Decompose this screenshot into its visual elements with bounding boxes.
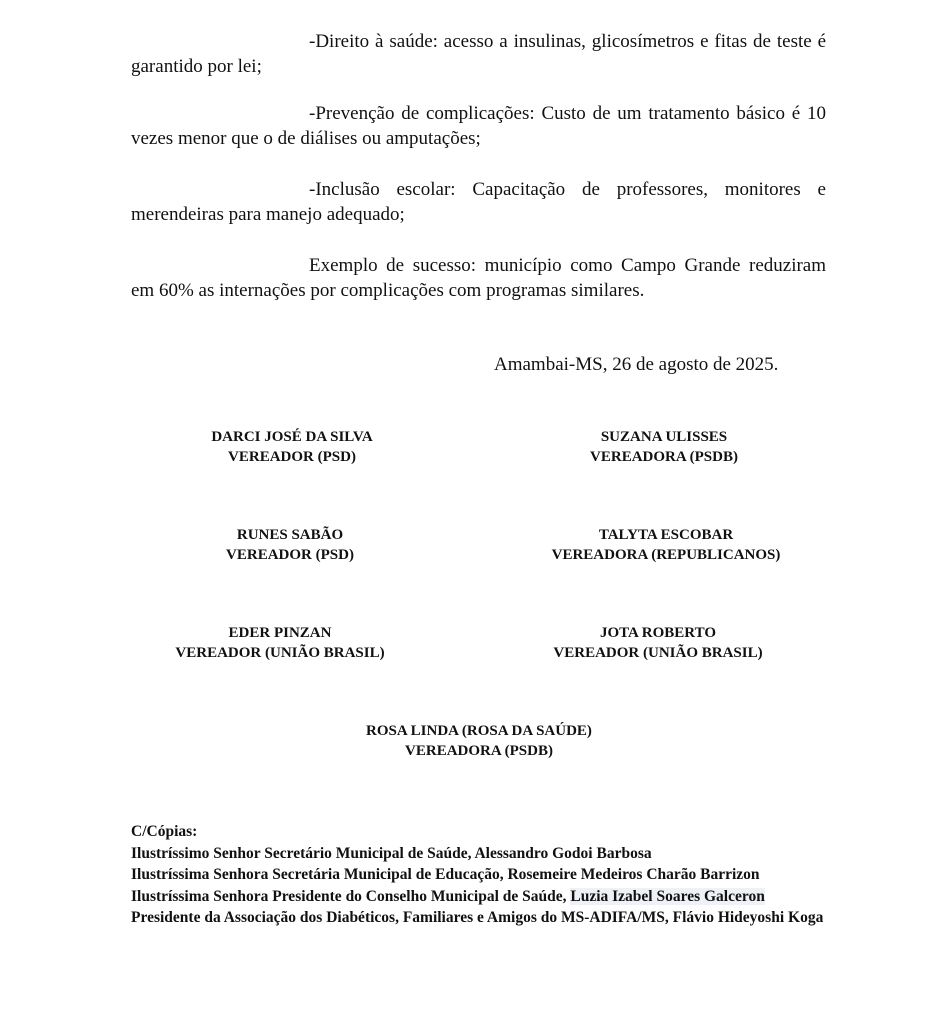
signature-jota bbox=[493, 623, 823, 663]
signer-role: VEREADOR (PSD) bbox=[226, 547, 354, 563]
paragraph-line: teste é garantido por lei; bbox=[131, 31, 827, 77]
copy-recipient: Presidente da Associação dos Diabéticos, Familiares e Amigos do MS-ADIFA/MS, Flávio Hideyoshi Koga bbox=[131, 909, 824, 926]
signature-talyta bbox=[501, 525, 831, 565]
signature-darci bbox=[127, 427, 457, 467]
copy-recipient: Ilustríssima Senhora Secretária Municipal de Educação, Rosemeire Medeiros Charão Barrizon bbox=[131, 866, 760, 883]
signer-name: TALYTA ESCOBAR bbox=[598, 527, 734, 543]
copy-recipient bbox=[131, 886, 826, 908]
copy-recipient-text: Ilustríssima Senhora Presidente do Conselho Municipal de Saúde, bbox=[131, 887, 567, 905]
signer-name: DARCI JOSÉ DA SILVA bbox=[211, 429, 373, 445]
signer-name: JOTA ROBERTO bbox=[599, 625, 717, 641]
signer-name: EDER PINZAN bbox=[228, 625, 332, 641]
paragraph-line: merendeiras para manejo adequado; bbox=[131, 204, 405, 225]
signature-runes bbox=[125, 525, 455, 565]
copy-recipient: Ilustríssimo Senhor Secretário Municipal de Saúde, Alessandro Godoi Barbosa bbox=[131, 844, 652, 862]
paragraph-line: Exemplo de sucesso: município como Campo Grande bbox=[309, 255, 741, 276]
date-line: Amambai-MS, 26 de agosto de 2025. bbox=[494, 354, 779, 375]
paragraph-inclusao-escolar bbox=[131, 177, 826, 227]
signature-suzana bbox=[499, 427, 829, 467]
signer-role: VEREADORA (PSDB) bbox=[405, 743, 553, 759]
paragraph-line: reduziram em 60% as internações por complicações com programas similares. bbox=[131, 255, 827, 301]
paragraph-line: -Inclusão escolar: Capacitação de professores, monitores e bbox=[309, 179, 826, 200]
signer-role: VEREADOR (PSD) bbox=[228, 449, 356, 465]
signer-role: VEREADORA (PSDB) bbox=[590, 449, 738, 465]
signature-rosa bbox=[314, 721, 644, 761]
copies-heading: C/Cópias: bbox=[131, 823, 198, 840]
signature-eder bbox=[115, 623, 445, 663]
copies-section bbox=[131, 821, 826, 929]
signer-name: RUNES SABÃO bbox=[236, 527, 344, 543]
signer-name: ROSA LINDA (ROSA DA SAÚDE) bbox=[366, 723, 592, 739]
paragraph-prevencao bbox=[131, 101, 826, 151]
paragraph-exemplo-sucesso bbox=[131, 253, 826, 303]
signer-role: VEREADOR (UNIÃO BRASIL) bbox=[553, 645, 763, 661]
paragraph-direito-saude bbox=[131, 29, 826, 79]
paragraph-line: -Direito à saúde: acesso a insulinas, glicosímetros e fitas de bbox=[309, 31, 771, 52]
signer-role: VEREADORA (REPUBLICANOS) bbox=[551, 547, 781, 563]
paragraph-line: -Prevenção de complicações: Custo de um tratamento bbox=[309, 103, 730, 124]
highlighted-name: Luzia Izabel Soares Galceron bbox=[570, 887, 765, 905]
paragraph-line: básico é 10 vezes menor que o de diálises ou amputações; bbox=[131, 103, 826, 149]
signer-role: VEREADOR (UNIÃO BRASIL) bbox=[175, 645, 385, 661]
signer-name: SUZANA ULISSES bbox=[600, 429, 728, 445]
